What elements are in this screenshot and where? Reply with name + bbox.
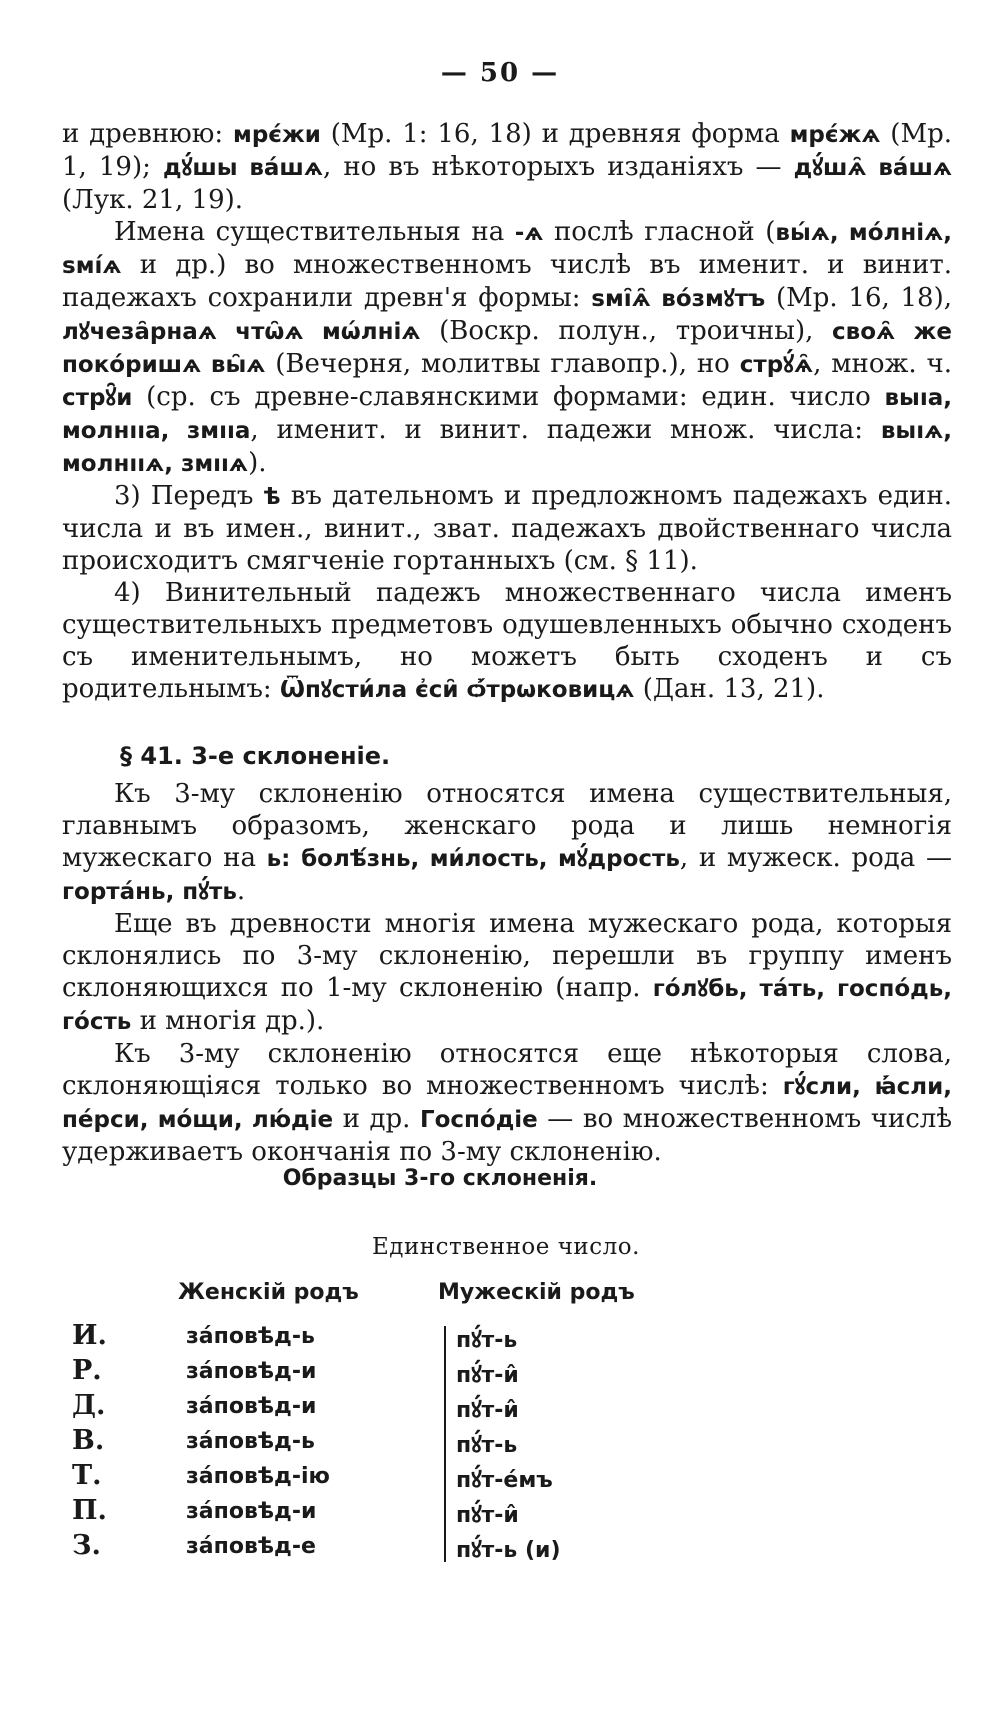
text-run: Еще въ древности многія имена мужескаго рода, которыя склонялись по 3-му склоненію, перешли въ группу именъ склоняющихся по 1-му склоненію (напр. xyxy=(62,909,952,1003)
church-slavonic-text: ѕмі̑ѧ̑ во́змꙋтъ xyxy=(591,286,766,312)
text-run: . xyxy=(236,876,246,906)
table-row xyxy=(0,1390,1000,1425)
text-run: 3) Передъ xyxy=(114,481,264,511)
feminine-form: за́повѣд-и xyxy=(186,1359,317,1384)
body-text xyxy=(62,118,952,1168)
paragraph-2 xyxy=(62,216,952,480)
church-slavonic-text: го́лꙋбь, та́ть, госпо́дь, го́сть xyxy=(62,976,952,1035)
church-slavonic-text: -ѧ xyxy=(514,220,544,246)
church-slavonic-text: ѣ xyxy=(263,484,281,510)
feminine-form: за́повѣд-е xyxy=(186,1534,316,1559)
feminine-form: за́повѣд-ь xyxy=(186,1324,315,1349)
text-run: (Дан. 13, 21). xyxy=(634,674,825,704)
case-label: В. xyxy=(72,1425,105,1456)
church-slavonic-text: дꙋ́шы ва́шѧ xyxy=(162,155,323,181)
text-run: (Вечерня, молитвы главопр.), но xyxy=(265,349,740,379)
case-label: П. xyxy=(72,1495,107,1526)
text-run: (Мр. 1, 19); xyxy=(62,119,952,182)
text-run: ). xyxy=(248,448,267,478)
feminine-form: за́повѣд-ь xyxy=(186,1429,315,1454)
text-run: (Мр. 1: 16, 18) и древняя форма xyxy=(320,119,790,149)
church-slavonic-text: Ѿпꙋсти́ла є҆си̑ ѻ҆́трѡковицѧ xyxy=(279,677,635,703)
masculine-form: пꙋ́т-ь (и) xyxy=(456,1538,561,1563)
case-label: Д. xyxy=(72,1390,106,1421)
church-slavonic-text: Госпо́діе xyxy=(419,1107,538,1133)
case-label: Т. xyxy=(72,1460,102,1491)
church-slavonic-text: ь: xyxy=(266,846,291,872)
feminine-form: за́повѣд-и xyxy=(186,1394,317,1419)
masculine-form: пꙋ́т-ь xyxy=(456,1433,518,1458)
paragraph-4 xyxy=(62,577,952,706)
table-row xyxy=(0,1320,1000,1355)
church-slavonic-text: вы́ѧ, мо́лніѧ, ѕмі́ѧ xyxy=(62,220,952,279)
text-run: въ дательномъ и предложномъ падежахъ един. числа и въ имен., винит., зват. падежахъ двойственнаго числа происходитъ смягченіе гортанныхъ (см. § 11). xyxy=(62,481,953,576)
feminine-form: за́повѣд-ію xyxy=(186,1464,330,1489)
church-slavonic-text: дꙋ́шѧ̑ ва́шѧ xyxy=(793,155,953,181)
text-run: и др. xyxy=(333,1104,420,1134)
table-row xyxy=(0,1530,1000,1565)
column-header-masculine: Мужескій родъ xyxy=(438,1280,635,1305)
declension-table xyxy=(0,1320,1000,1565)
page-number: — 50 — xyxy=(440,58,560,88)
church-slavonic-text: мрє́жѧ xyxy=(789,122,881,148)
church-slavonic-text: мрє́жи xyxy=(233,122,321,148)
text-run: Имена существительныя на xyxy=(114,217,515,247)
text-run: 4) Винительный падежъ множественнаго числа именъ существительныхъ предметовъ одушевленныхъ обычно сходенъ съ именительнымъ, но можетъ быть сходенъ и съ родительнымъ: xyxy=(62,578,952,704)
paragraph-3 xyxy=(62,480,952,577)
table-row xyxy=(0,1355,1000,1390)
paragraph-5 xyxy=(62,778,952,908)
text-run: послѣ гласной ( xyxy=(543,217,776,247)
text-run: Къ 3-му склоненію относятся еще нѣкоторыя слова, склоняющіяся только во множественномъ числѣ: xyxy=(62,1039,952,1101)
text-run: и многія др.). xyxy=(131,1006,325,1036)
church-slavonic-text: своѧ̑ же поко́ришѧ вы̑ѧ xyxy=(62,319,953,378)
church-slavonic-text: болѣ́знь, ми́лость, мꙋ́дрость xyxy=(301,846,680,872)
table-row xyxy=(0,1495,1000,1530)
text-run: (Мр. 16, 18), xyxy=(765,283,952,313)
samples-title: Образцы 3-го склоненія. xyxy=(282,1166,598,1191)
text-run xyxy=(290,843,301,873)
section-title: § 41. 3-е склоненіе. xyxy=(120,742,391,770)
text-run: (Лук. 21, 19). xyxy=(62,185,244,215)
table-row xyxy=(0,1460,1000,1495)
church-slavonic-text: выıа, молнııа, змııа xyxy=(62,385,952,444)
church-slavonic-text: горта́нь, пꙋ́ть xyxy=(62,879,237,905)
church-slavonic-text: выıѧ, молнııѧ, змııѧ xyxy=(62,418,952,477)
case-label: З. xyxy=(72,1530,101,1561)
text-run: Къ 3-му склоненію относятся имена существительныя, главнымъ образомъ, женскаго рода и лишь немногія мужескаго на xyxy=(62,779,952,873)
paragraph-6 xyxy=(62,908,952,1038)
text-run: , но въ нѣкоторыхъ изданіяхъ — xyxy=(323,152,794,182)
text-run: , множ. ч. xyxy=(813,349,953,379)
text-run: (Воскр. полун., троичны), xyxy=(420,316,832,346)
text-run: — во множественномъ числѣ удерживаетъ окончанія по 3-му склоненію. xyxy=(62,1104,952,1167)
masculine-form: пꙋ́т-и̂ xyxy=(456,1363,519,1388)
masculine-form: пꙋ́т-и̂ xyxy=(456,1398,519,1423)
masculine-form: пꙋ́т-е́мъ xyxy=(456,1468,553,1493)
feminine-form: за́повѣд-и xyxy=(186,1499,317,1524)
church-slavonic-text: стрꙋ̑и xyxy=(62,385,133,411)
table-row xyxy=(0,1425,1000,1460)
text-run: (ср. съ древне-славянскими формами: един. число xyxy=(132,382,885,412)
masculine-form: пꙋ́т-и̂ xyxy=(456,1503,519,1528)
number-title: Единственное число. xyxy=(372,1234,640,1260)
text-run: , именит. и винит. падежи множ. числа: xyxy=(250,415,881,445)
church-slavonic-text: лꙋчеза̑рнаѧ чтѡ̑ѧ мѡ́лніѧ xyxy=(62,319,421,345)
column-header-feminine: Женскій родъ xyxy=(178,1280,359,1305)
masculine-form: пꙋ́т-ь xyxy=(456,1328,518,1353)
case-label: И. xyxy=(72,1320,107,1351)
text-run: и др.) во множественномъ числѣ въ именит. и винит. падежахъ сохранили древн'я формы: xyxy=(62,250,952,313)
text-run: и древнюю: xyxy=(62,119,234,149)
case-label: Р. xyxy=(72,1355,102,1386)
church-slavonic-text: стрꙋ́ѧ̑ xyxy=(739,352,814,378)
paragraph-7 xyxy=(62,1038,952,1168)
text-run: , и мужеск. рода — xyxy=(679,843,952,873)
paragraph-1 xyxy=(62,118,952,216)
church-slavonic-text: гꙋ́сли, ꙗ҆́сли, пе́рси, мо́щи, лю́діе xyxy=(62,1074,952,1133)
